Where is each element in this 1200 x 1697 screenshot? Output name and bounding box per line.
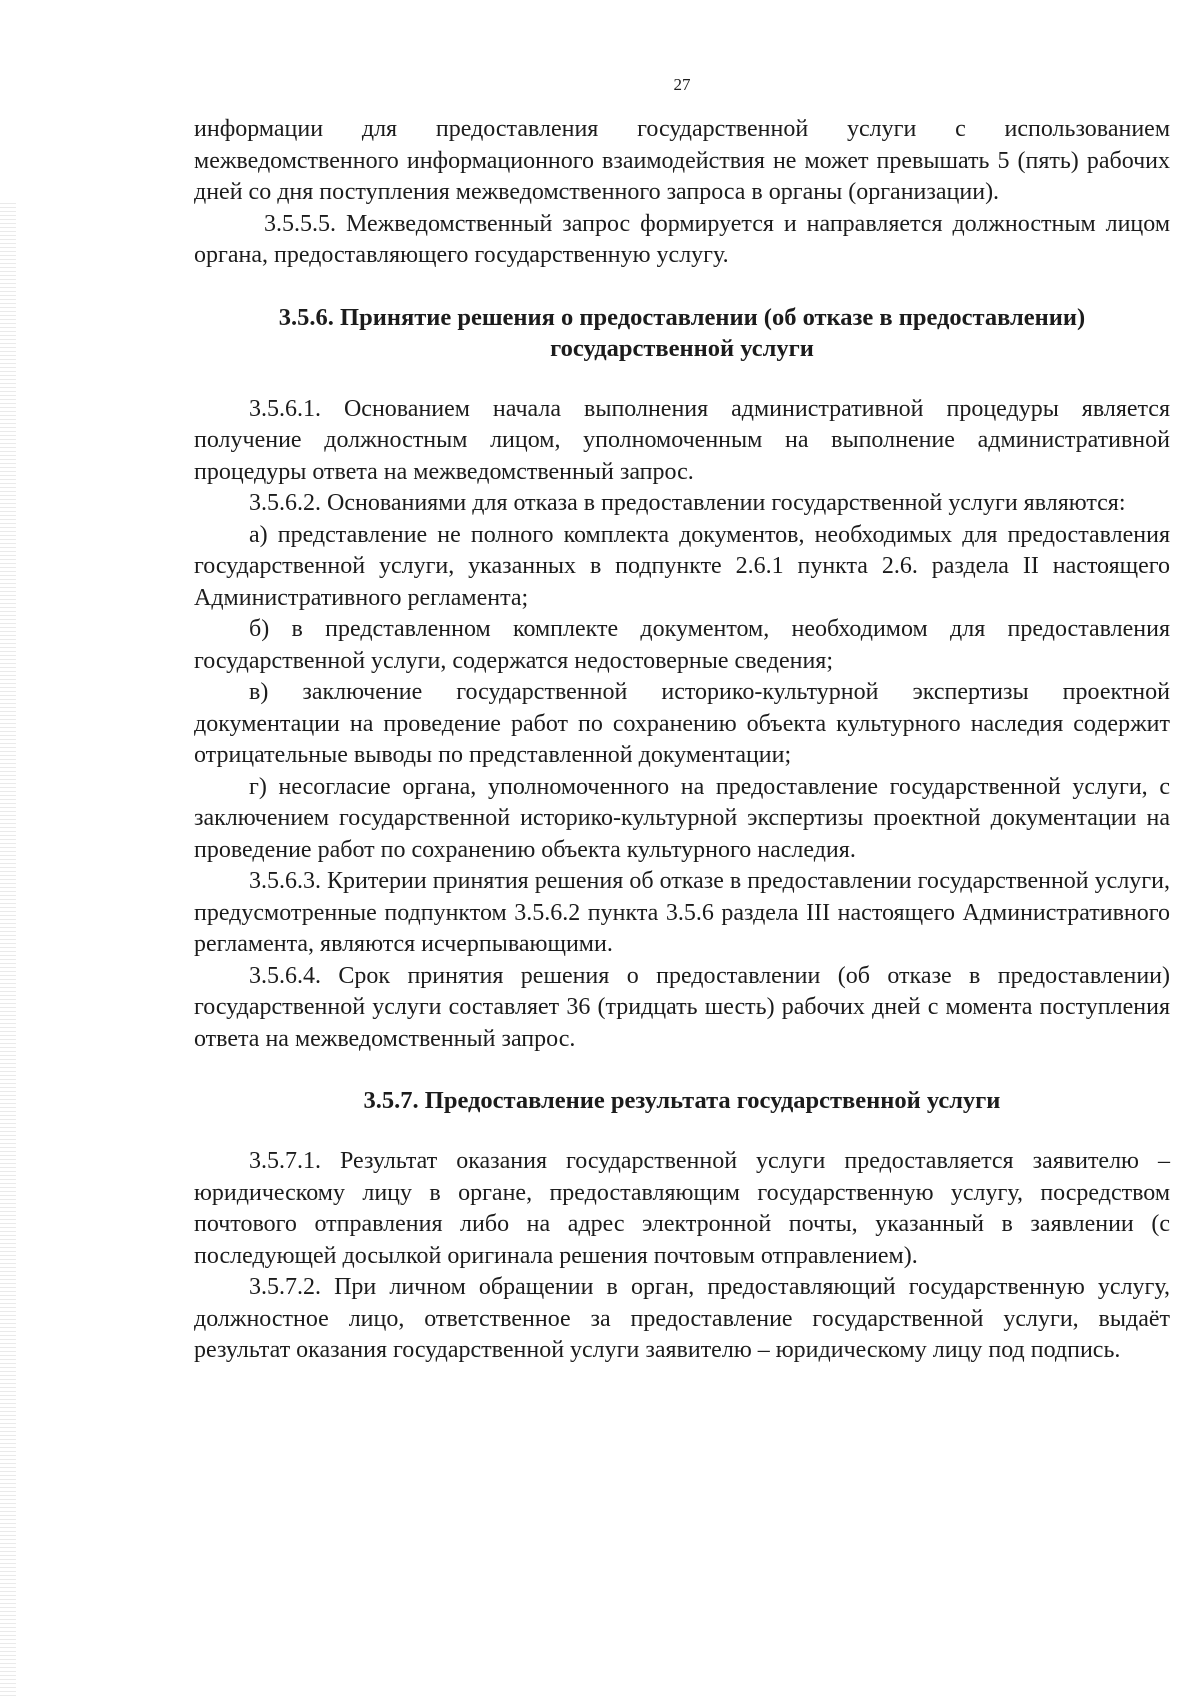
page-number: 27: [673, 75, 691, 94]
body-paragraph: 3.5.6.3. Критерии принятия решения об отказе в предоставлении государственной услуги, предусмотренные подпунктом 3.5.6.2 пункта 3.5.6 раздела III настоящего Административного регламента, являются исчерпывающими.: [194, 868, 1170, 957]
section-heading-line: 3.5.7. Предоставление результата государственной услуги: [363, 1087, 1001, 1114]
section-heading-3-5-6: [194, 302, 1170, 364]
body-paragraph: 3.5.6.4. Срок принятия решения о предоставлении (об отказе в предоставлении) государственной услуги составляет 36 (тридцать шесть) рабочих дней с момента поступления ответа на межведомственный запрос.: [194, 962, 1170, 1052]
scan-edge-artifact: [0, 200, 16, 1697]
body-paragraph: 3.5.6.2. Основаниями для отказа в предоставлении государственной услуги являются:: [249, 490, 1126, 516]
document-page: [194, 75, 1170, 1367]
body-paragraph: 3.5.5.5. Межведомственный запрос формируется и направляется должностным лицом органа, предоставляющего государственную услугу.: [194, 210, 1170, 268]
body-paragraph: 3.5.7.1. Результат оказания государственной услуги предоставляется заявителю – юридическому лицу в органе, предоставляющим государственную услугу, посредством почтового отправления либо на адрес электронной почты, указанный в заявлении (с последующей досылкой оригинала решения почтовым отправлением).: [194, 1148, 1170, 1269]
list-item-v: в) заключение государственной историко-культурной экспертизы проектной документации на проведение работ по сохранению объекта культурного наследия содержит отрицательные выводы по представленной документации;: [194, 679, 1170, 768]
body-paragraph: 3.5.6.1. Основанием начала выполнения административной процедуры является получение должностным лицом, уполномоченным на выполнение административной процедуры ответа на межведомственный запрос.: [194, 395, 1170, 485]
list-item-g: г) несогласие органа, уполномоченного на предоставление государственной услуги, с заключением государственной историко-культурной экспертизы проектной документации на проведение работ по сохранению объекта культурного наследия.: [194, 773, 1170, 863]
list-item-b: б) в представленном комплекте документом, необходимом для предоставления государственной услуги, содержатся недостоверные сведения;: [194, 616, 1170, 674]
body-paragraph: 3.5.7.2. При личном обращении в орган, предоставляющий государственную услугу, должностное лицо, ответственное за предоставление государственной услуги, выдаёт результат оказания государственной услуги заявителю – юридическому лицу под подпись.: [194, 1274, 1170, 1363]
section-heading-line: государственной услуги: [550, 334, 814, 362]
section-body-3-5-7: [194, 1146, 1170, 1367]
section-heading-3-5-7: [194, 1085, 1170, 1116]
body-paragraph: информации для предоставления государственной услуги с использованием межведомственного информационного взаимодействия не может превышать 5 (пять) рабочих дней со дня поступления межведомственного запроса в органы (организации).: [194, 116, 1170, 205]
section-body-3-5-6: [194, 394, 1170, 1056]
section-heading-line: 3.5.6. Принятие решения о предоставлении (об отказе в предоставлении): [278, 303, 1086, 331]
list-item-a: а) представление не полного комплекта документов, необходимых для предоставления государственной услуги, указанных в подпункте 2.6.1 пункта 2.6. раздела II настоящего Административного регламента;: [194, 521, 1170, 611]
